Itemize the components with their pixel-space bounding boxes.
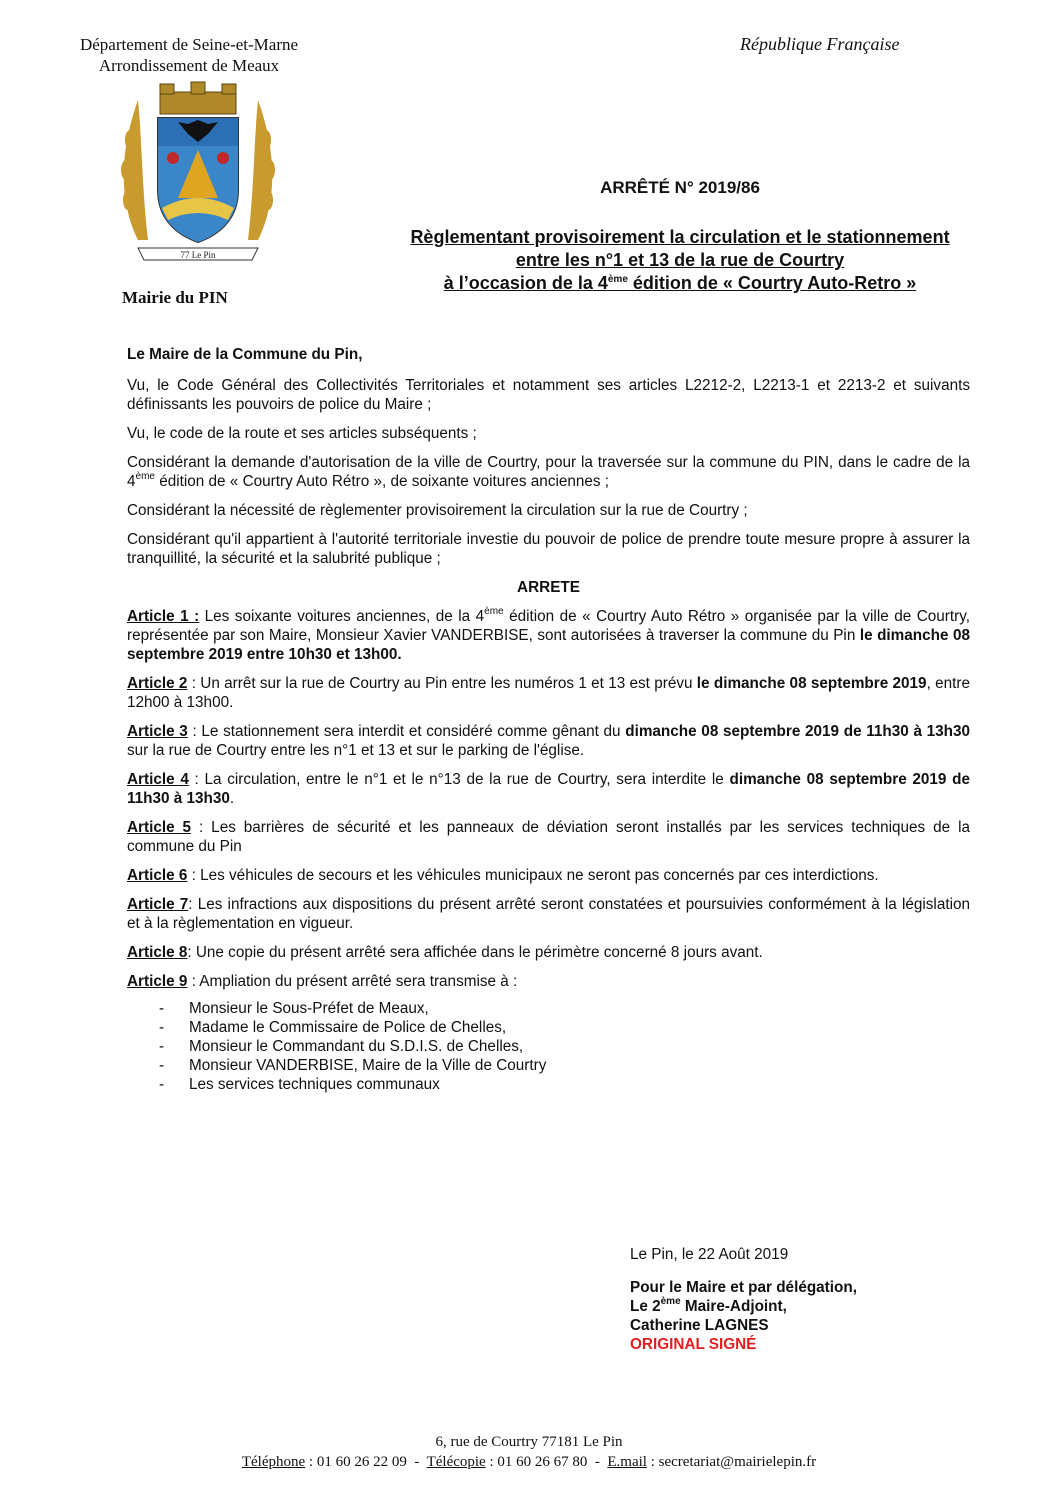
list-item: - Les services techniques communaux xyxy=(127,1075,970,1094)
department-line: Département de Seine-et-Marne xyxy=(79,35,299,54)
svg-text:77 Le Pin: 77 Le Pin xyxy=(180,250,216,260)
republique-label: République Française xyxy=(740,34,900,54)
fax-value: : 01 60 26 67 80 - xyxy=(485,1454,608,1470)
footer-address: 6, rue de Courtry 77181 Le Pin xyxy=(435,1434,623,1450)
article-4: Article 4 : La circulation, entre le n°1 et le n°13 de la rue de Courtry, sera interdite le dimanche 08 septembre 2019 de 11h30 à 13h30. xyxy=(127,771,970,807)
vu-paragraph-1: Vu, le Code Général des Collectivités Territoriales et notamment ses articles L2212-2, L2213-1 et 2213-2 et suivants définissants les pouvoirs de police du Maire ; xyxy=(127,377,970,413)
original-signed-stamp: ORIGINAL SIGNÉ xyxy=(630,1336,757,1353)
title-block xyxy=(330,178,1030,295)
article-6: Article 6 : Les véhicules de secours et les véhicules municipaux ne seront pas concernés par ces interdictions. xyxy=(127,867,879,884)
decree-body xyxy=(127,345,970,1094)
phone-value: : 01 60 26 22 09 - xyxy=(305,1454,427,1470)
list-item: - Monsieur le Commandant du S.D.I.S. de Chelles, xyxy=(127,1037,970,1056)
considerant-paragraph-3: Considérant qu'il appartient à l'autorité territoriale investie du pouvoir de police de prendre toute mesure propre à assurer la tranquillité, la sécurité et la salubrité publique ; xyxy=(127,531,970,567)
decree-number: ARRÊTÉ N° 2019/86 xyxy=(600,178,760,197)
arrondissement-line: Arrondissement de Meaux xyxy=(98,56,280,75)
article-5: Article 5 : Les barrières de sécurité et les panneaux de déviation seront installés par les services techniques de la commune du Pin xyxy=(127,819,970,855)
coat-of-arms-logo xyxy=(108,80,288,270)
article-1: Article 1 : Les soixante voitures anciennes, de la 4ème édition de « Courtry Auto Rétro » organisée par la ville de Courtry, représentée par son Maire, Monsieur Xavier VANDERBISE, sont autorisées à traverser la commune du Pin le dimanche 08 septembre 2019 entre 10h30 et 13h00. xyxy=(127,606,970,663)
article-3: Article 3 : Le stationnement sera interdit et considéré comme gênant du dimanche 08 septembre 2019 de 11h30 à 13h30 sur la rue de Courtry entre les n°1 et 13 et sur le parking de l'église. xyxy=(127,723,971,759)
footer-contacts xyxy=(0,1452,1058,1472)
department-header xyxy=(64,34,314,76)
footer xyxy=(0,1432,1058,1472)
intro: Le Maire de la Commune du Pin, xyxy=(127,346,363,363)
article-2: Article 2 : Un arrêt sur la rue de Courtry au Pin entre les numéros 1 et 13 est prévu le dimanche 08 septembre 2019, entre 12h00 à 13h00. xyxy=(127,675,970,711)
email-value[interactable]: : secretariat@mairielepin.fr xyxy=(646,1454,817,1470)
arrete-heading: ARRETE xyxy=(517,579,580,596)
decree-subject-line-2: entre les n°1 et 13 de la rue de Courtry xyxy=(515,250,845,270)
article-8: Article 8: Une copie du présent arrêté sera affichée dans le périmètre concerné 8 jours avant. xyxy=(127,944,763,961)
decree-subject-line-3: à l’occasion de la 4ème édition de « Courtry Auto-Retro » xyxy=(443,273,917,293)
email-label: E.mail xyxy=(607,1454,647,1470)
signature-delegation: Pour le Maire et par délégation, xyxy=(630,1279,857,1296)
decree-subject-line-1: Règlementant provisoirement la circulation et le stationnement xyxy=(410,227,950,247)
phone-label: Téléphone xyxy=(241,1454,306,1470)
signature-block xyxy=(630,1245,857,1354)
considerant-paragraph-2: Considérant la nécessité de règlementer provisoirement la circulation sur la rue de Courtry ; xyxy=(127,502,748,519)
article-9: Article 9 : Ampliation du présent arrêté sera transmise à : xyxy=(127,973,518,990)
signature-role: Le 2ème Maire-Adjoint, xyxy=(630,1296,787,1315)
list-item: - Madame le Commissaire de Police de Chelles, xyxy=(127,1018,970,1037)
recipients-list xyxy=(127,999,970,1094)
vu-paragraph-2: Vu, le code de la route et ses articles subséquents ; xyxy=(127,425,477,442)
signature-name: Catherine LAGNES xyxy=(630,1317,769,1334)
list-item: - Monsieur le Sous-Préfet de Meaux, xyxy=(127,999,970,1018)
list-item: - Monsieur VANDERBISE, Maire de la Ville de Courtry xyxy=(127,1056,970,1075)
article-7: Article 7: Les infractions aux dispositions du présent arrêté seront constatées et poursuivies conformément à la législation et à la règlementation en vigueur. xyxy=(127,896,970,932)
mairie-label: Mairie du PIN xyxy=(122,288,228,307)
fax-label: Télécopie xyxy=(426,1454,486,1470)
signature-date: Le Pin, le 22 Août 2019 xyxy=(630,1246,789,1263)
considerant-paragraph-1: Considérant la demande d'autorisation de la ville de Courtry, pour la traversée sur la commune du PIN, dans le cadre de la 4ème édition de « Courtry Auto Rétro », de soixante voitures anciennes ; xyxy=(127,454,970,490)
